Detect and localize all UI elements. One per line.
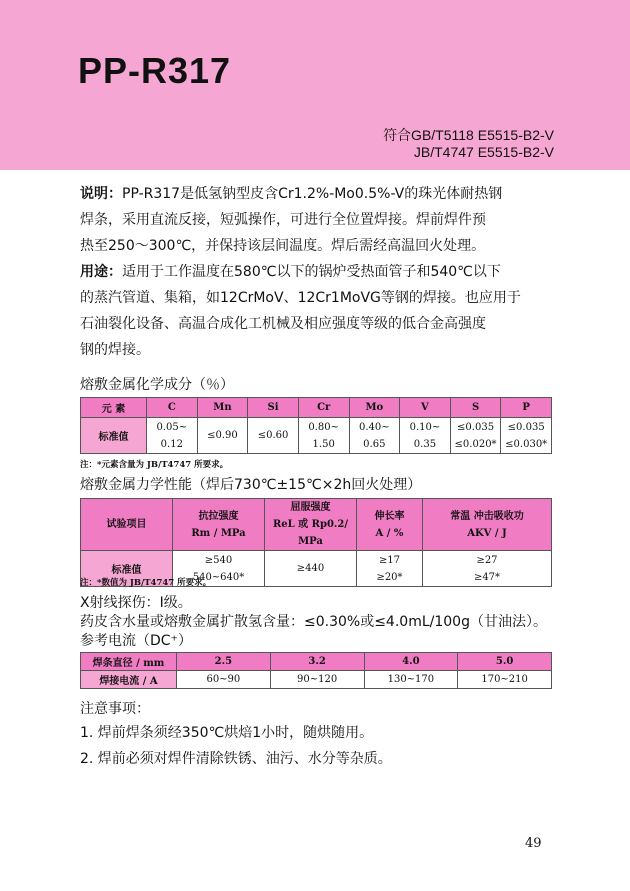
mech-header-cell: 伸长率 A / % xyxy=(357,499,423,551)
usage-line: 石油裂化设备、高温合成化工机械及相应强度等级的低合金高强度 xyxy=(80,316,486,332)
usage-label: 用途： xyxy=(80,264,122,280)
mech-value-cell: ≥17 ≥20* xyxy=(357,551,423,587)
mech-value-cell: ≥540 540~640* xyxy=(173,551,265,587)
description-line: 热至250～300℃，并保持该层间温度。焊后需经高温回火处理。 xyxy=(80,238,486,254)
mech-header-cell: 常温 冲击吸收功 AKV / J xyxy=(423,499,552,551)
xray-line: X射线探伤：Ⅰ级。 xyxy=(80,595,192,611)
chem-header-cell: 元 素 xyxy=(81,398,147,418)
chem-header-cell: C xyxy=(147,398,198,418)
chem-header-cell: Mn xyxy=(197,398,248,418)
chem-header-cell: V xyxy=(400,398,451,418)
current-table xyxy=(80,652,552,689)
mech-note: 注：*数值为 JB/T4747 所要求。 xyxy=(80,578,212,588)
chem-value-cell: 0.05~ 0.12 xyxy=(147,418,198,454)
usage-line: 适用于工作温度在580℃以下的锅炉受热面管子和540℃以下 xyxy=(122,264,501,280)
mech-table xyxy=(80,498,552,587)
mech-row-label: 标准值 xyxy=(81,551,173,587)
chem-value-cell: ≤0.035 ≤0.030* xyxy=(501,418,552,454)
chem-table xyxy=(80,397,552,454)
chem-value-cell: 0.40~ 0.65 xyxy=(349,418,400,454)
mech-heading: 熔敷金属力学性能（焊后730℃±15℃×2h回火处理） xyxy=(80,477,422,493)
current-amps-cell: 60~90 xyxy=(177,671,271,689)
current-row-label: 焊条直径 / mm xyxy=(81,653,177,671)
standard-line-2: JB/T4747 E5515-B2-V xyxy=(413,144,554,160)
description-line: PP-R317是低氢钠型皮含Cr1.2%-Mo0.5%-V的珠光体耐热钢 xyxy=(122,186,503,202)
usage-line: 的蒸汽管道、集箱，如12CrMoV、12Cr1MoVG等钢的焊接。也应用于 xyxy=(80,290,521,306)
description-line: 焊条，采用直流反接，短弧操作，可进行全位置焊接。焊前焊件预 xyxy=(80,212,486,228)
mech-value-cell: ≥440 xyxy=(265,551,357,587)
notes-item: 1. 焊前焊条须经350℃烘焙1小时，随烘随用。 xyxy=(80,725,374,741)
usage-paragraph xyxy=(80,259,560,363)
mech-value-cell: ≥27 ≥47* xyxy=(423,551,552,587)
chem-value-cell: ≤0.60 xyxy=(248,418,299,454)
standard-line-1: 符合GB/T5118 E5515-B2-V xyxy=(383,127,554,143)
mech-header-cell: 屈服强度 ReL 或 Rp0.2/ MPa xyxy=(265,499,357,551)
chem-header-cell: Mo xyxy=(349,398,400,418)
page-title: PP-R317 xyxy=(78,50,232,91)
current-heading: 参考电流（DC⁺） xyxy=(80,633,192,649)
current-diameter-cell: 5.0 xyxy=(458,653,552,671)
mech-header-cell: 抗拉强度 Rm / MPa xyxy=(173,499,265,551)
chem-value-cell: 0.80~ 1.50 xyxy=(298,418,349,454)
chem-value-cell: 0.10~ 0.35 xyxy=(400,418,451,454)
current-amps-cell: 170~210 xyxy=(458,671,552,689)
usage-line: 钢的焊接。 xyxy=(80,342,150,358)
current-amps-cell: 90~120 xyxy=(270,671,364,689)
description-label: 说明： xyxy=(80,186,122,202)
notes-item: 2. 焊前必须对焊件清除铁锈、油污、水分等杂质。 xyxy=(80,751,392,767)
current-row-label: 焊接电流 / A xyxy=(81,671,177,689)
chem-row-label: 标准值 xyxy=(81,418,147,454)
chem-header-cell: S xyxy=(450,398,501,418)
current-amps-cell: 130~170 xyxy=(364,671,458,689)
chem-header-cell: P xyxy=(501,398,552,418)
chem-header-cell: Cr xyxy=(298,398,349,418)
notes-heading: 注意事项： xyxy=(80,701,150,717)
chem-heading: 熔敷金属化学成分（％） xyxy=(80,377,234,393)
current-diameter-cell: 4.0 xyxy=(364,653,458,671)
page-number: 49 xyxy=(525,836,542,851)
chem-header-cell: Si xyxy=(248,398,299,418)
chem-note: 注：*元素含量为 JB/T4747 所要求。 xyxy=(80,460,229,470)
description-paragraph xyxy=(80,181,560,259)
mech-header-cell: 试验项目 xyxy=(81,499,173,551)
chem-value-cell: ≤0.035 ≤0.020* xyxy=(450,418,501,454)
chem-value-cell: ≤0.90 xyxy=(197,418,248,454)
hydrogen-line: 药皮含水量或熔敷金属扩散氢含量：≤0.30%或≤4.0mL/100g（甘油法）。 xyxy=(80,614,547,630)
current-diameter-cell: 2.5 xyxy=(177,653,271,671)
current-diameter-cell: 3.2 xyxy=(270,653,364,671)
